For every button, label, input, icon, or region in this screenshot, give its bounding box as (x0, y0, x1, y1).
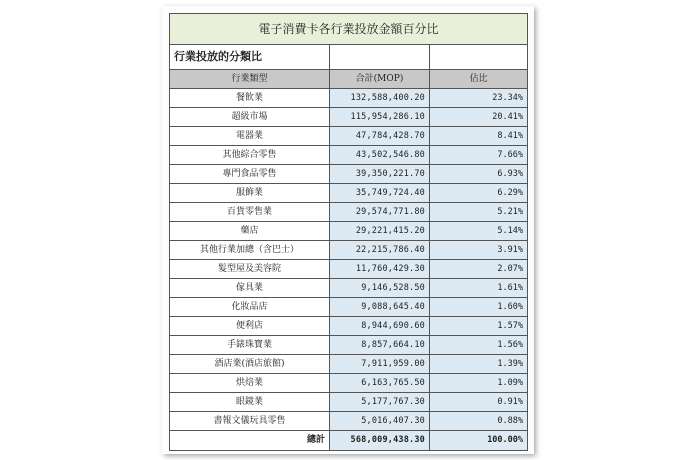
row-category: 電器業 (170, 127, 330, 146)
row-percent: 1.61% (430, 279, 528, 298)
table-title: 電子消費卡各行業投放金額百分比 (170, 14, 528, 45)
subtitle-blank-cell (430, 45, 528, 70)
table-row (170, 355, 528, 374)
row-amount: 132,588,400.20 (330, 89, 430, 108)
row-amount: 11,760,429.30 (330, 260, 430, 279)
row-percent: 1.39% (430, 355, 528, 374)
row-percent: 23.34% (430, 89, 528, 108)
row-category: 服飾業 (170, 184, 330, 203)
row-category: 烘焙業 (170, 374, 330, 393)
row-amount: 8,944,690.60 (330, 317, 430, 336)
row-percent: 3.91% (430, 241, 528, 260)
table-row (170, 146, 528, 165)
table-row (170, 241, 528, 260)
row-amount: 6,163,765.50 (330, 374, 430, 393)
row-percent: 1.56% (430, 336, 528, 355)
table-row (170, 412, 528, 431)
table-row (170, 108, 528, 127)
table-subtitle: 行業投放的分類比 (170, 45, 330, 70)
row-percent: 0.91% (430, 393, 528, 412)
row-amount: 5,177,767.30 (330, 393, 430, 412)
row-category: 其他行業加總（含巴士） (170, 241, 330, 260)
row-category: 藥店 (170, 222, 330, 241)
header-category: 行業類型 (170, 70, 330, 89)
total-amount: 568,009,438.30 (330, 431, 430, 451)
row-amount: 5,016,407.30 (330, 412, 430, 431)
row-amount: 9,146,528.50 (330, 279, 430, 298)
row-category: 超級市場 (170, 108, 330, 127)
row-percent: 1.60% (430, 298, 528, 317)
row-percent: 1.57% (430, 317, 528, 336)
header-amount: 合計(MOP) (330, 70, 430, 89)
row-percent: 2.07% (430, 260, 528, 279)
row-percent: 8.41% (430, 127, 528, 146)
row-category: 髮型屋及美容院 (170, 260, 330, 279)
row-amount: 115,954,286.10 (330, 108, 430, 127)
document-sheet (162, 6, 534, 454)
row-category: 眼鏡業 (170, 393, 330, 412)
header-row (170, 70, 528, 89)
row-percent: 5.21% (430, 203, 528, 222)
row-amount: 29,574,771.80 (330, 203, 430, 222)
header-percent: 佔比 (430, 70, 528, 89)
table-row (170, 317, 528, 336)
row-percent: 6.29% (430, 184, 528, 203)
row-amount: 29,221,415.20 (330, 222, 430, 241)
row-amount: 7,911,959.00 (330, 355, 430, 374)
row-category: 其他綜合零售 (170, 146, 330, 165)
row-category: 餐飲業 (170, 89, 330, 108)
total-row (170, 431, 528, 451)
row-amount: 35,749,724.40 (330, 184, 430, 203)
row-category: 百貨零售業 (170, 203, 330, 222)
total-percent: 100.00% (430, 431, 528, 451)
row-category: 手錶珠寶業 (170, 336, 330, 355)
row-amount: 39,350,221.70 (330, 165, 430, 184)
table-row (170, 393, 528, 412)
row-category: 傢具業 (170, 279, 330, 298)
subtitle-blank-cell (330, 45, 430, 70)
table-row (170, 89, 528, 108)
table-row (170, 298, 528, 317)
row-amount: 43,502,546.80 (330, 146, 430, 165)
row-percent: 5.14% (430, 222, 528, 241)
subtitle-row (170, 45, 528, 70)
industry-share-table (169, 13, 528, 451)
table-row (170, 374, 528, 393)
row-percent: 6.93% (430, 165, 528, 184)
table-row (170, 165, 528, 184)
row-percent: 7.66% (430, 146, 528, 165)
row-amount: 22,215,786.40 (330, 241, 430, 260)
row-category: 便利店 (170, 317, 330, 336)
row-amount: 8,857,664.10 (330, 336, 430, 355)
table-row (170, 184, 528, 203)
row-category: 書報文儀玩具零售 (170, 412, 330, 431)
table-row (170, 279, 528, 298)
table-row (170, 222, 528, 241)
table-row (170, 336, 528, 355)
row-category: 酒店業(酒店旅館) (170, 355, 330, 374)
row-percent: 20.41% (430, 108, 528, 127)
row-amount: 47,784,428.70 (330, 127, 430, 146)
title-row (170, 14, 528, 45)
table-row (170, 203, 528, 222)
row-category: 專門食品零售 (170, 165, 330, 184)
table-row (170, 127, 528, 146)
row-category: 化妝品店 (170, 298, 330, 317)
row-percent: 1.09% (430, 374, 528, 393)
row-amount: 9,088,645.40 (330, 298, 430, 317)
total-label: 總計 (170, 431, 330, 451)
table-row (170, 260, 528, 279)
row-percent: 0.88% (430, 412, 528, 431)
